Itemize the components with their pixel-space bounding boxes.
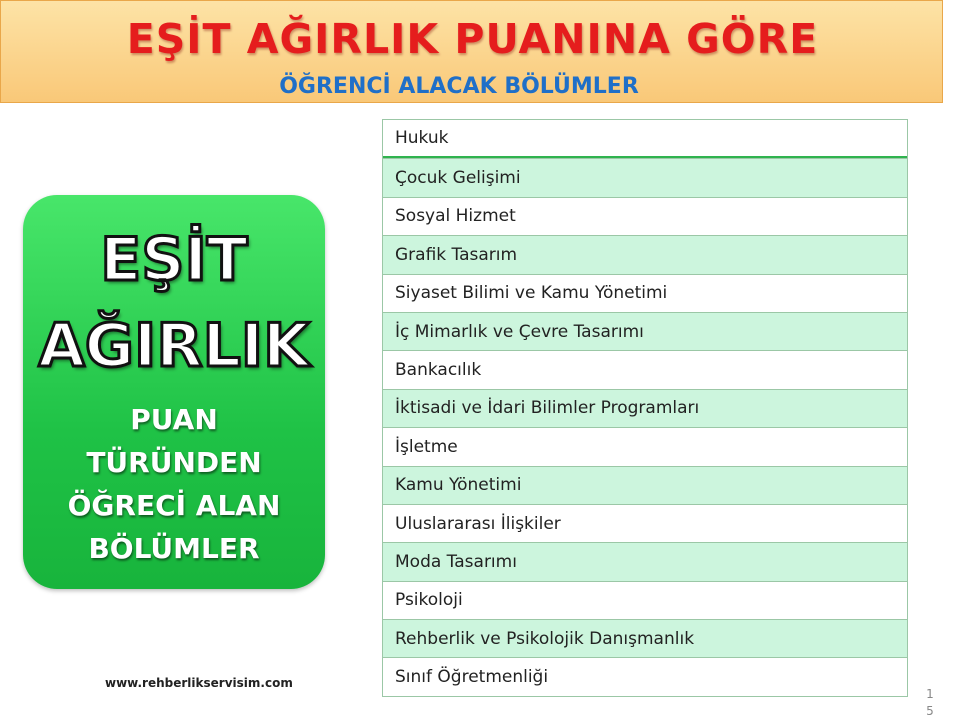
table-row: Sınıf Öğretmenliği	[383, 657, 907, 695]
score-type-card	[23, 195, 325, 589]
table-row: Siyaset Bilimi ve Kamu Yönetimi	[383, 274, 907, 312]
card-caption-line: TÜRÜNDEN	[86, 446, 262, 479]
table-row: Rehberlik ve Psikolojik Danışmanlık	[383, 619, 907, 657]
table-row: Kamu Yönetimi	[383, 466, 907, 504]
table-row: Hukuk	[383, 120, 907, 158]
table-row: Bankacılık	[383, 350, 907, 388]
table-row: Uluslararası İlişkiler	[383, 504, 907, 542]
table-row: Moda Tasarımı	[383, 542, 907, 580]
slide-title: EŞİT AĞIRLIK PUANINA GÖRE	[126, 15, 819, 63]
table-row: İşletme	[383, 427, 907, 465]
table-row: Grafik Tasarım	[383, 235, 907, 273]
table-row: Psikoloji	[383, 581, 907, 619]
card-caption	[23, 398, 325, 570]
slide-subtitle: ÖĞRENCİ ALACAK BÖLÜMLER	[279, 74, 639, 99]
card-heading-line-2: AĞIRLIK	[38, 311, 310, 381]
card-heading-line-1: EŞİT	[100, 225, 248, 295]
departments-table	[382, 119, 908, 697]
footer-website: www.rehberlikservisim.com	[105, 676, 293, 690]
table-row: İktisadi ve İdari Bilimler Programları	[383, 389, 907, 427]
card-caption-line: BÖLÜMLER	[88, 532, 260, 565]
table-row: İç Mimarlık ve Çevre Tasarımı	[383, 312, 907, 350]
title-banner	[0, 0, 943, 103]
card-caption-line: ÖĞRECİ ALAN	[67, 489, 281, 522]
table-row: Çocuk Gelişimi	[383, 158, 907, 196]
table-row: Sosyal Hizmet	[383, 197, 907, 235]
card-caption-line: PUAN	[130, 403, 218, 436]
page-number: 15	[926, 687, 934, 718]
